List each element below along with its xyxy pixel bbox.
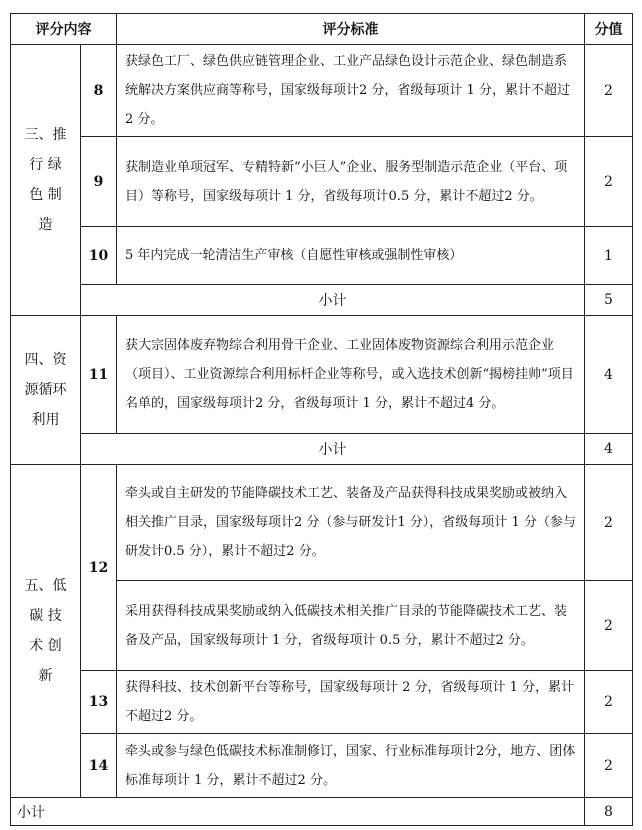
category-line: 造	[38, 217, 53, 233]
category-line: 四、资	[24, 352, 67, 368]
category-line: 术 创	[29, 638, 62, 654]
item-score: 2	[585, 465, 633, 581]
subtotal-score: 5	[585, 285, 633, 316]
item-standard: 获绿色工厂、绿色供应链管理企业、工业产品绿色设计示范企业、绿色制造系统解决方案供应商等称号，国家级每项计2 分，省级每项计 1 分，累计不超过2 分。	[117, 45, 585, 137]
item-number: 13	[81, 671, 117, 734]
category-cell	[11, 316, 81, 465]
header-content: 评分内容	[11, 14, 117, 45]
category-line: 源循环	[24, 382, 67, 398]
subtotal-score: 4	[585, 434, 633, 465]
category-line: 新	[38, 668, 53, 684]
header-standard: 评分标准	[117, 14, 585, 45]
category-cell	[11, 45, 81, 316]
item-score: 2	[585, 137, 633, 227]
header-score: 分值	[585, 14, 633, 45]
subtotal-label: 小计	[81, 434, 585, 465]
subtotal-row	[11, 798, 633, 826]
item-standard: 牵头或参与绿色低碳技术标准制修订，国家、行业标准每项计2分，地方、团体标准每项计 1 分，累计不超过2 分。	[117, 734, 585, 798]
table-row	[11, 227, 633, 285]
category-line: 碳 技	[29, 608, 62, 624]
item-standard: 采用获得科技成果奖励或纳入低碳技术相关推广目录的节能降碳技术工艺、装备及产品，国家级每项计 1 分，省级每项计 0.5 分，累计不超过2 分。	[117, 581, 585, 671]
table-row	[11, 465, 633, 581]
item-number: 11	[81, 316, 117, 434]
subtotal-score: 8	[585, 798, 633, 826]
table-header-row	[11, 14, 633, 45]
item-number: 9	[81, 137, 117, 227]
scoring-table	[10, 13, 633, 826]
subtotal-label: 小计	[81, 285, 585, 316]
table-row	[11, 734, 633, 798]
item-score: 2	[585, 45, 633, 137]
item-number: 14	[81, 734, 117, 798]
subtotal-row	[11, 285, 633, 316]
item-score: 2	[585, 734, 633, 798]
category-line: 利用	[31, 412, 60, 428]
table-row	[11, 137, 633, 227]
subtotal-label: 小计	[11, 798, 585, 826]
table-row	[11, 316, 633, 434]
category-line: 行 绿	[29, 157, 62, 173]
scoring-table-page	[10, 13, 632, 826]
item-standard: 获制造业单项冠军、专精特新“小巨人”企业、服务型制造示范企业（平台、项目）等称号，国家级每项计 1 分，省级每项计0.5 分，累计不超过2 分。	[117, 137, 585, 227]
item-score: 4	[585, 316, 633, 434]
subtotal-row	[11, 434, 633, 465]
item-score: 2	[585, 671, 633, 734]
category-line: 色 制	[29, 187, 62, 203]
table-row	[11, 671, 633, 734]
item-number: 12	[81, 465, 117, 671]
table-row	[11, 45, 633, 137]
item-standard: 获大宗固体废弃物综合利用骨干企业、工业固体废物资源综合利用示范企业（项目）、工业资源综合利用标杆企业等称号，或入选技术创新“揭榜挂帅”项目名单的，国家级每项计2 分，省级每项计 1 分，累计不超过4 分。	[117, 316, 585, 434]
item-standard: 获得科技、技术创新平台等称号，国家级每项计 2 分，省级每项计 1 分，累计不超过2 分。	[117, 671, 585, 734]
item-score: 1	[585, 227, 633, 285]
category-line: 五、低	[24, 578, 67, 594]
item-number: 10	[81, 227, 117, 285]
item-number: 8	[81, 45, 117, 137]
item-standard: 5 年内完成一轮清洁生产审核（自愿性审核或强制性审核）	[117, 227, 585, 285]
item-standard: 牵头或自主研发的节能降碳技术工艺、装备及产品获得科技成果奖励或被纳入相关推广目录，国家级每项计2 分（参与研发计1 分），省级每项计 1 分（参与研发计0.5 分），累计不超过2 分。	[117, 465, 585, 581]
item-score: 2	[585, 581, 633, 671]
category-line: 三、推	[24, 127, 67, 143]
category-cell	[11, 465, 81, 798]
